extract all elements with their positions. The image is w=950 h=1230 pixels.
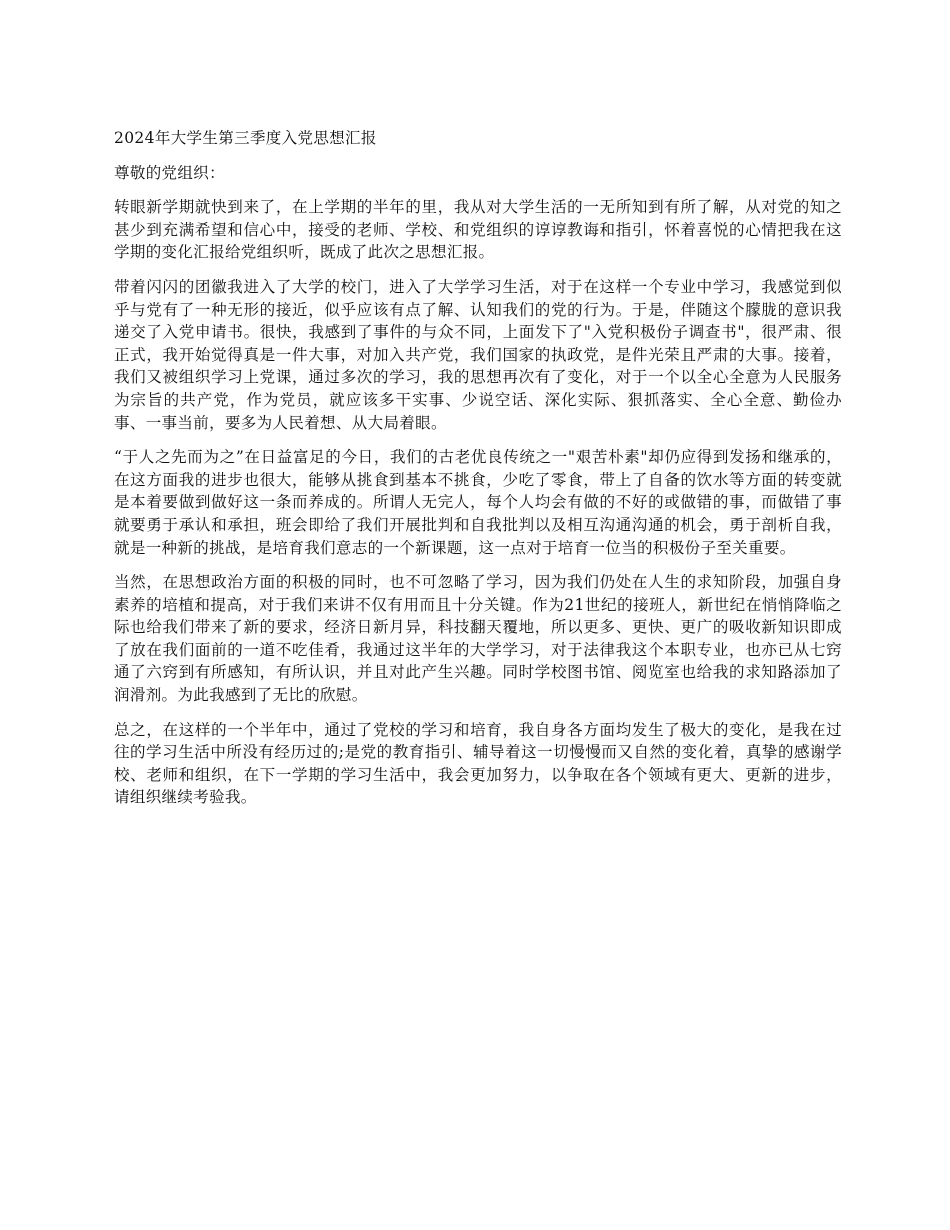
paragraph-3: “于人之先而为之”在日益富足的今日，我们的古老优良传统之一"艰苦朴素"却仍应得到发扬和继承的，在这方面我的进步也很大，能够从挑食到基本不挑食，少吃了零食，带上了自备的饮水等方面的转变就是本着要做到做好这一条而养成的。所谓人无完人，每个人均会有做的不好的或做错的事，而做错了事就要勇于承认和承担，班会即给了我们开展批判和自我批判以及相互沟通沟通的机会，勇于剖析自我，就是一种新的挑战，是培育我们意志的一个新课题，这一点对于培育一位当的积极份子至关重要。 <box>114 448 842 557</box>
document-title: 2024年大学生第三季度入党思想汇报 <box>114 129 377 147</box>
paragraph-1: 转眼新学期就快到来了，在上学期的半年的里，我从对大学生活的一无所知到有所了解，从对党的知之甚少到充满希望和信心中，接受的老师、学校、和党组织的谆谆教诲和指引，怀着喜悦的心情把我在这学期的变化汇报给党组织听，既成了此次之思想汇报。 <box>114 198 842 262</box>
paragraph-5: 总之，在这样的一个半年中，通过了党校的学习和培育，我自身各方面均发生了极大的变化，是我在过往的学习生活中所没有经历过的;是党的教育指引、辅导着这一切慢慢而又自然的变化着，真挚的感谢学校、老师和组织，在下一学期的学习生活中，我会更加努力，以争取在各个领域有更大、更新的进步，请组织继续考验我。 <box>114 720 842 807</box>
paragraph-2: 带着闪闪的团徽我进入了大学的校门，进入了大学学习生活，对于在这样一个专业中学习，我感觉到似乎与党有了一种无形的接近，似乎应该有点了解、认知我们的党的行为。于是，伴随这个朦胧的意识我递交了入党申请书。很快，我感到了事件的与众不同，上面发下了"入党积极份子调查书"，很严肃、很正式，我开始觉得真是一件大事，对加入共产党，我们国家的执政党，是件光荣且严肃的大事。接着，我们又被组织学习上党课，通过多次的学习，我的思想再次有了变化，对于一个以全心全意为人民服务为宗旨的共产党，作为党员，就应该多干实事、少说空话、深化实际、狠抓落实、全心全意、勤俭办事、一事当前，要多为人民着想、从大局着眼。 <box>114 277 842 432</box>
salutation: 尊敬的党组织： <box>114 163 225 182</box>
paragraph-4: 当然，在思想政治方面的积极的同时，也不可忽略了学习，因为我们仍处在人生的求知阶段，加强自身素养的培植和提高，对于我们来讲不仅有用而且十分关键。作为21世纪的接班人，新世纪在悄悄降临之际也给我们带来了新的要求，经济日新月异，科技翻天覆地，所以更多、更快、更广的吸收新知识即成了放在我们面前的一道不吃佳肴，我通过这半年的大学学习，对于法律我这个本职专业，也亦已从七窍通了六窍到有所感知，有所认识，并且对此产生兴趣。同时学校图书馆、阅览室也给我的求知路添加了润滑剂。为此我感到了无比的欣慰。 <box>114 573 842 705</box>
document-body <box>114 127 842 821</box>
